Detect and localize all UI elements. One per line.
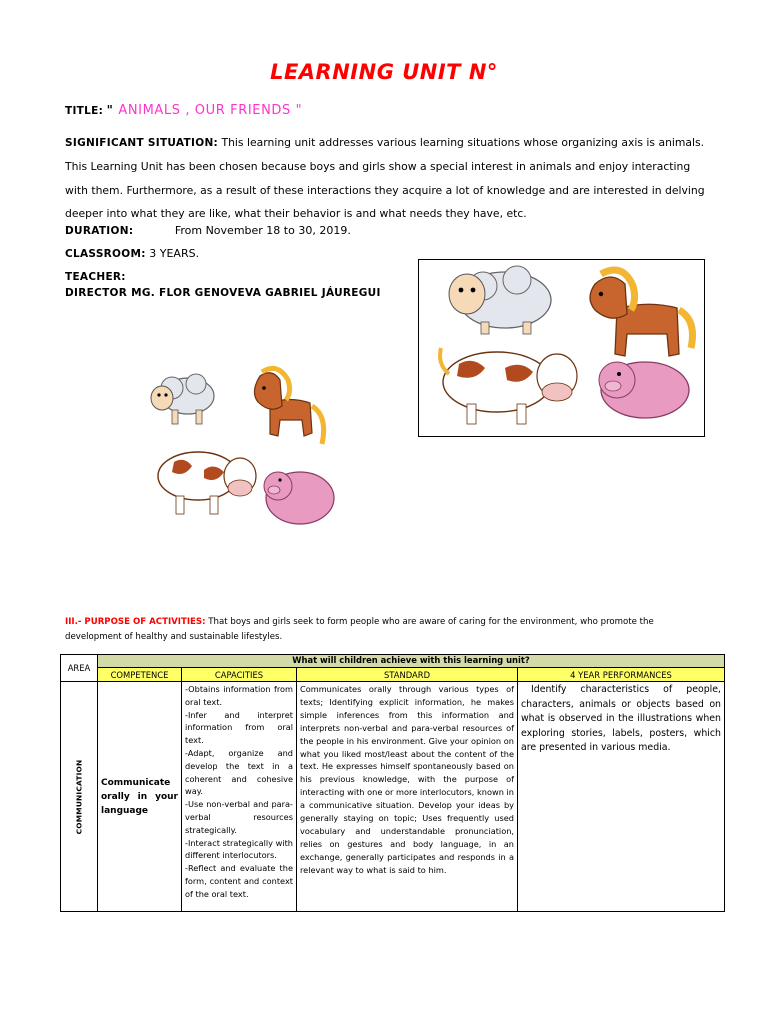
title-row bbox=[65, 103, 302, 118]
sheep-illustration bbox=[449, 266, 551, 334]
director-row bbox=[65, 286, 381, 299]
capacities-header: CAPACITIES bbox=[182, 668, 297, 682]
purpose-heading: III.- PURPOSE OF ACTIVITIES: bbox=[65, 617, 206, 627]
performance-value: Identify characteristics of people, characters, animals or objects based on what is observed in the illustrations when exploring stories, labels, posters, which are presented in various media. bbox=[521, 684, 721, 753]
table-header-row bbox=[61, 655, 725, 668]
teacher-row bbox=[65, 270, 126, 283]
title-label: TITLE: bbox=[65, 105, 104, 117]
achieve-header: What will children achieve with this learning unit? bbox=[98, 655, 725, 668]
pig-illustration bbox=[264, 472, 334, 524]
cow-illustration bbox=[440, 348, 577, 424]
teacher-label: TEACHER: bbox=[65, 271, 126, 283]
classroom-label: CLASSROOM: bbox=[65, 248, 146, 260]
animals-illustration-framed bbox=[418, 259, 705, 437]
significant-situation bbox=[65, 131, 707, 225]
table-column-header-row bbox=[61, 668, 725, 682]
capacity-item: -Infer and interpret information from oral text. bbox=[185, 709, 293, 746]
area-cell bbox=[61, 682, 98, 912]
purpose-of-activities bbox=[65, 615, 707, 645]
director-label: DIRECTOR MG. FLOR GENOVEVA GABRIEL JÁUREGUI bbox=[65, 287, 381, 299]
purpose-text: That boys and girls seek to form people who are aware of caring for the environment, who promote the development of healthy and sustainable lifestyles. bbox=[65, 617, 654, 642]
document-title: LEARNING UNIT N° bbox=[270, 60, 498, 84]
unit-title: ANIMALS , OUR FRIENDS " bbox=[118, 103, 303, 118]
capacity-item: -Adapt, organize and develop the text in a coherent and cohesive way. bbox=[185, 747, 293, 797]
classroom-value: 3 YEARS. bbox=[149, 247, 200, 260]
title-open-quote: " bbox=[106, 103, 113, 117]
competence-value: Communicate orally in your language bbox=[101, 777, 178, 816]
performances-header: 4 YEAR PERFORMANCES bbox=[518, 668, 725, 682]
duration-row bbox=[65, 224, 351, 237]
capacity-item: -Use non-verbal and para-verbal resources strategically. bbox=[185, 799, 293, 835]
capacity-item: -Obtains information from oral text. bbox=[185, 684, 293, 707]
animals-illustration-small bbox=[140, 358, 340, 538]
performance-cell bbox=[518, 682, 725, 912]
duration-value: From November 18 to 30, 2019. bbox=[174, 224, 351, 237]
pig-illustration bbox=[599, 362, 689, 418]
competence-header: COMPETENCE bbox=[98, 668, 182, 682]
standard-cell: Communicates orally through various types of texts; Identifying explicit information, he makes simple inferences from this information and interprets non-verbal and para-verbal resources of the people in his environment. Give your opinion on what you liked most/least about the content of the text. He expresses himself spontaneously based on his previous knowledge, with the purpose of interacting with one or more interlocutors, known in a communicative situation. Develop your ideas by generally staying on topic; Uses frequently used vocabulary and understandable pronunciation, relies on gestures and body language, in an exchange, generally participates and responds in a relevant way to what is said to him. bbox=[297, 682, 518, 912]
area-header: AREA bbox=[61, 655, 98, 682]
standard-header: STANDARD bbox=[297, 668, 518, 682]
horse-illustration bbox=[254, 368, 323, 444]
learning-achievements-table bbox=[60, 654, 725, 912]
classroom-row bbox=[65, 247, 199, 260]
area-value: COMMUNICATION bbox=[74, 759, 84, 834]
horse-illustration bbox=[590, 270, 693, 356]
duration-label: DURATION: bbox=[65, 225, 134, 237]
capacity-item: -Interact strategically with different interlocutors. bbox=[185, 837, 293, 861]
animals-illustration-large bbox=[427, 264, 699, 434]
table-row bbox=[61, 682, 725, 912]
sheep-illustration bbox=[151, 374, 214, 424]
situation-text: This learning unit addresses various learning situations whose organizing axis is animals. This Learning Unit has been chosen because boys and girls show a special interest in animals and enjoy interacting with them. Furthermore, as a result of these interactions they acquire a lot of knowledge and are interested in delving deeper into what they are like, what their behavior is and what needs they have, etc. bbox=[65, 136, 705, 220]
capacities-cell bbox=[182, 682, 297, 912]
situation-label: SIGNIFICANT SITUATION: bbox=[65, 137, 219, 149]
cow-illustration bbox=[158, 452, 256, 514]
capacity-item: -Reflect and evaluate the form, content and context of the oral text. bbox=[185, 863, 293, 899]
competence-cell bbox=[98, 682, 182, 912]
